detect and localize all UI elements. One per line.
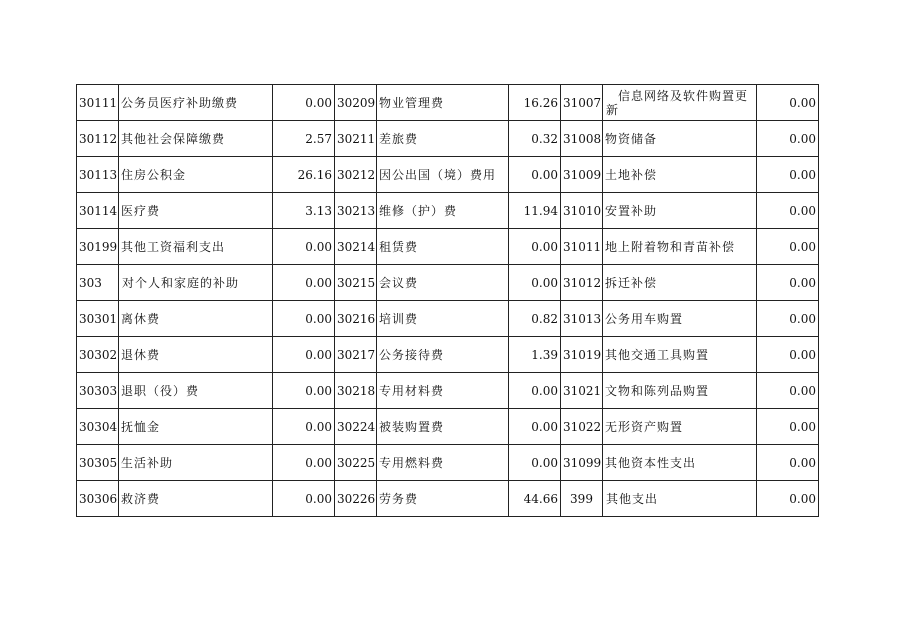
item-name-cell: 因公出国（境）费用 xyxy=(377,157,509,193)
amount-cell: 0.00 xyxy=(757,193,819,229)
amount-cell: 0.00 xyxy=(273,445,335,481)
item-name-cell: 对个人和家庭的补助 xyxy=(119,265,273,301)
amount-cell: 0.00 xyxy=(273,85,335,121)
econ-code-cell: 30218 xyxy=(335,373,377,409)
econ-code-cell: 30303 xyxy=(77,373,119,409)
item-name-cell: 住房公积金 xyxy=(119,157,273,193)
econ-code-cell: 31007 xyxy=(561,85,603,121)
econ-code-cell: 31008 xyxy=(561,121,603,157)
amount-cell: 0.00 xyxy=(757,409,819,445)
item-name-cell: 租赁费 xyxy=(377,229,509,265)
econ-code-cell: 30199 xyxy=(77,229,119,265)
econ-code-cell: 31009 xyxy=(561,157,603,193)
item-name-cell: 物业管理费 xyxy=(377,85,509,121)
econ-code-cell: 30216 xyxy=(335,301,377,337)
amount-cell: 0.00 xyxy=(509,409,561,445)
item-name-cell: 被装购置费 xyxy=(377,409,509,445)
amount-cell: 0.00 xyxy=(509,373,561,409)
amount-cell: 2.57 xyxy=(273,121,335,157)
econ-code-cell: 30212 xyxy=(335,157,377,193)
amount-cell: 0.00 xyxy=(757,229,819,265)
econ-code-cell: 30209 xyxy=(335,85,377,121)
item-name-cell: 公务用车购置 xyxy=(603,301,757,337)
item-name-cell: 医疗费 xyxy=(119,193,273,229)
table-body xyxy=(77,85,819,517)
table-row xyxy=(77,445,819,481)
item-name-cell: 劳务费 xyxy=(377,481,509,517)
amount-cell: 0.00 xyxy=(757,265,819,301)
item-name-cell: 其他支出 xyxy=(603,481,757,517)
item-name-cell: 其他交通工具购置 xyxy=(603,337,757,373)
amount-cell: 0.00 xyxy=(273,265,335,301)
item-name-cell: 差旅费 xyxy=(377,121,509,157)
econ-code-cell: 30304 xyxy=(77,409,119,445)
econ-code-cell: 30226 xyxy=(335,481,377,517)
amount-cell: 0.00 xyxy=(757,373,819,409)
econ-code-cell: 31099 xyxy=(561,445,603,481)
econ-code-cell: 30213 xyxy=(335,193,377,229)
item-name-cell: 会议费 xyxy=(377,265,509,301)
econ-code-cell: 303 xyxy=(77,265,119,301)
amount-cell: 0.00 xyxy=(757,301,819,337)
econ-code-cell: 31019 xyxy=(561,337,603,373)
item-name-cell: 拆迁补偿 xyxy=(603,265,757,301)
econ-code-cell: 30214 xyxy=(335,229,377,265)
econ-code-cell: 30224 xyxy=(335,409,377,445)
table-row xyxy=(77,301,819,337)
amount-cell: 0.00 xyxy=(273,337,335,373)
amount-cell: 44.66 xyxy=(509,481,561,517)
amount-cell: 0.00 xyxy=(757,481,819,517)
table-row xyxy=(77,337,819,373)
item-name-cell: 其他资本性支出 xyxy=(603,445,757,481)
item-name-cell: 救济费 xyxy=(119,481,273,517)
amount-cell: 0.00 xyxy=(273,229,335,265)
econ-code-cell: 30112 xyxy=(77,121,119,157)
econ-code-cell: 30113 xyxy=(77,157,119,193)
item-name-cell: 无形资产购置 xyxy=(603,409,757,445)
econ-code-cell: 30217 xyxy=(335,337,377,373)
item-name-cell: 维修（护）费 xyxy=(377,193,509,229)
table-row xyxy=(77,481,819,517)
amount-cell: 0.32 xyxy=(509,121,561,157)
item-name-cell: 其他工资福利支出 xyxy=(119,229,273,265)
item-name-cell: 退职（役）费 xyxy=(119,373,273,409)
item-name-cell: 离休费 xyxy=(119,301,273,337)
econ-code-cell: 31013 xyxy=(561,301,603,337)
amount-cell: 0.00 xyxy=(273,409,335,445)
item-name-cell: 其他社会保障缴费 xyxy=(119,121,273,157)
amount-cell: 0.00 xyxy=(509,445,561,481)
amount-cell: 0.00 xyxy=(509,157,561,193)
table-row xyxy=(77,229,819,265)
item-name-cell: 公务接待费 xyxy=(377,337,509,373)
amount-cell: 0.00 xyxy=(509,265,561,301)
econ-code-cell: 30215 xyxy=(335,265,377,301)
econ-code-cell: 30305 xyxy=(77,445,119,481)
amount-cell: 26.16 xyxy=(273,157,335,193)
econ-code-cell: 30225 xyxy=(335,445,377,481)
item-name-cell: 专用燃料费 xyxy=(377,445,509,481)
table-row xyxy=(77,265,819,301)
amount-cell: 0.82 xyxy=(509,301,561,337)
amount-cell: 0.00 xyxy=(273,373,335,409)
amount-cell: 11.94 xyxy=(509,193,561,229)
item-name-cell: 培训费 xyxy=(377,301,509,337)
expenditure-table xyxy=(76,84,819,517)
table-row xyxy=(77,409,819,445)
table-row xyxy=(77,373,819,409)
table-row xyxy=(77,121,819,157)
item-name-cell: 公务员医疗补助缴费 xyxy=(119,85,273,121)
item-name-cell: 抚恤金 xyxy=(119,409,273,445)
amount-cell: 0.00 xyxy=(757,121,819,157)
amount-cell: 3.13 xyxy=(273,193,335,229)
amount-cell: 0.00 xyxy=(757,337,819,373)
amount-cell: 0.00 xyxy=(509,229,561,265)
item-name-cell: 地上附着物和青苗补偿 xyxy=(603,229,757,265)
amount-cell: 0.00 xyxy=(757,85,819,121)
amount-cell: 0.00 xyxy=(757,157,819,193)
item-name-cell: 信息网络及软件购置更新 xyxy=(603,85,757,121)
econ-code-cell: 399 xyxy=(561,481,603,517)
item-name-cell: 专用材料费 xyxy=(377,373,509,409)
item-name-cell: 退休费 xyxy=(119,337,273,373)
amount-cell: 0.00 xyxy=(273,301,335,337)
table-row xyxy=(77,193,819,229)
econ-code-cell: 30302 xyxy=(77,337,119,373)
econ-code-cell: 30114 xyxy=(77,193,119,229)
econ-code-cell: 30306 xyxy=(77,481,119,517)
econ-code-cell: 30301 xyxy=(77,301,119,337)
amount-cell: 16.26 xyxy=(509,85,561,121)
econ-code-cell: 31021 xyxy=(561,373,603,409)
econ-code-cell: 31010 xyxy=(561,193,603,229)
econ-code-cell: 30211 xyxy=(335,121,377,157)
econ-code-cell: 30111 xyxy=(77,85,119,121)
econ-code-cell: 31022 xyxy=(561,409,603,445)
amount-cell: 0.00 xyxy=(757,445,819,481)
table-row xyxy=(77,85,819,121)
econ-code-cell: 31012 xyxy=(561,265,603,301)
item-name-cell: 文物和陈列品购置 xyxy=(603,373,757,409)
item-name-cell: 物资储备 xyxy=(603,121,757,157)
econ-code-cell: 31011 xyxy=(561,229,603,265)
amount-cell: 1.39 xyxy=(509,337,561,373)
amount-cell: 0.00 xyxy=(273,481,335,517)
table-row xyxy=(77,157,819,193)
item-name-cell: 生活补助 xyxy=(119,445,273,481)
item-name-cell: 土地补偿 xyxy=(603,157,757,193)
item-name-cell: 安置补助 xyxy=(603,193,757,229)
